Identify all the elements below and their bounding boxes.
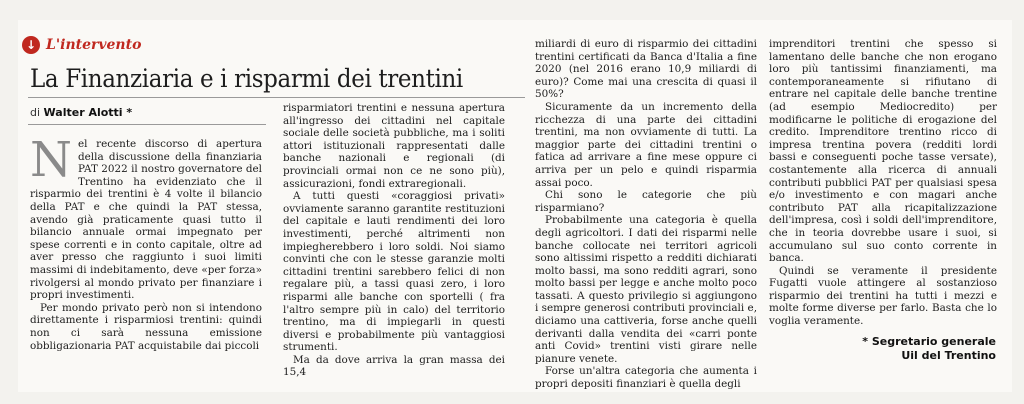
text-column-4	[769, 38, 997, 328]
text-column-2	[283, 102, 505, 379]
headline-divider	[28, 97, 525, 98]
paragraph: Nel recente discorso di apertura della discussione della finanziaria PAT 2022 il nostro governatore del Trentino ha evidenziato che il risparmio dei trentini è 4 volte il bilancio della PAT e che quindi la PAT stessa, avendo già praticamente quasi tutto il bilancio annuale ormai impegnato per spese correnti e in conto capitale, oltre ad aver presso che raggiunto i suoi limiti massimi di indebitamento, deve «per forza» rivolgersi al mondo privato per finanziare i propri investimenti.	[30, 132, 262, 302]
paragraph: Chi sono le categorie che più risparmiano?	[535, 189, 757, 214]
paragraph: risparmiatori trentini e nessuna apertura all'ingresso dei cittadini nel capitale sociale delle società pubbliche, ma i soliti attori istituzionali rappresentati dalle banche nazionali e regionali (di provinciali ormai non ce ne sono più), assicurazioni, fondi extraregionali.	[283, 102, 505, 190]
down-arrow-icon: ↓	[22, 36, 40, 54]
paragraph: Quindi se veramente il presidente Fugatti vuole attingere al sostanzioso risparmio dei trentini ha tutti i mezzi e molte forme diverse per farlo. Basta che lo voglia veramente.	[769, 264, 997, 328]
paragraph: Per mondo privato però non si intendono direttamente i risparmiosi trentini: quindi non ci sarà nessuna emissione obbligazionaria PAT acquistabile dai piccoli	[30, 301, 262, 352]
section-title: L'intervento	[46, 37, 142, 53]
byline-prefix: di	[30, 106, 41, 119]
signature-line-1: * Segretario generale	[862, 335, 996, 348]
paragraph: A tutti questi «coraggiosi privati» ovviamente saranno garantite restituzioni del capitale e lauti rendimenti dei loro investimenti, perché altrimenti non impiegherebbero i loro soldi. Noi siamo convinti che con le stesse garanzie molti cittadini trentini sarebbero felici di non regalare più, a tassi quasi zero, i loro risparmi alle banche con sportelli ( fra l'altro sempre più in calo) del territorio trentino, ma di impiegarli in questi diversi e probabilmente più vantaggiosi strumenti.	[283, 190, 505, 354]
paragraph: Sicuramente da un incremento della ricchezza di una parte dei cittadini trentini, ma non ovviamente di tutti. La maggior parte dei cittadini trentini o fatica ad arrivare a fine mese oppure ci arriva per un pelo e quindi risparmia assai poco.	[535, 100, 757, 189]
paragraph: imprenditori trentini che spesso si lamentano delle banche che non erogano loro più tantissimi finanziamenti, ma contemporaneamente si rifiutano di entrare nel capitale delle banche trentine (ad esempio Mediocredito) per modificarne le politiche di erogazione del credito. Imprenditore trentino ricco di impresa trentina povera (redditi lordi bassi e conseguenti poche tasse versate), costantemente alla ricerca di annuali contributi pubblici PAT per qualsiasi spesa e/o investimento e con magari anche contributo PAT alla ricapitalizzazione dell'impresa, così i soldi dell'imprenditore, che in teoria dovrebbe usare i suoi, si accumulano sul suo conto corrente in banca.	[769, 38, 997, 265]
author-signature	[862, 335, 996, 363]
paragraph: miliardi di euro di risparmio dei cittadini trentini certificati da Banca d'Italia a fine 2020 (nel 2016 erano 10,9 miliardi di euro)? Come mai una crescita di quasi il 50%?	[535, 38, 757, 101]
section-label	[22, 35, 141, 55]
byline	[30, 106, 132, 119]
text-column-1	[30, 132, 262, 352]
text-column-3	[535, 38, 757, 391]
paragraph: Forse un'altra categoria che aumenta i propri depositi finanziari è quella degli	[535, 365, 757, 391]
signature-line-2: Uil del Trentino	[901, 349, 996, 362]
paragraph: Ma da dove arriva la gran massa dei 15,4	[283, 353, 505, 379]
byline-author: Walter Alotti *	[43, 106, 133, 119]
paragraph: Probabilmente una categoria è quella degli agricoltori. I dati dei risparmi nelle banche collocate nei territori agricoli sono altissimi rispetto a redditi dichiarati molto bassi, ma sono redditi agrari, sono molto bassi per legge e anche molto poco tassati. A questo privilegio si aggiungono i sempre generosi contributi provinciali e, diciamo una cattiveria, forse anche quelli derivanti dalla vendita dei «carri ponte anti Covid» trentini visti girare nelle pianure venete.	[535, 214, 757, 365]
drop-cap: N	[30, 132, 72, 188]
article-headline: La Finanziaria e i risparmi dei trentini	[30, 64, 463, 93]
byline-divider	[28, 124, 266, 125]
